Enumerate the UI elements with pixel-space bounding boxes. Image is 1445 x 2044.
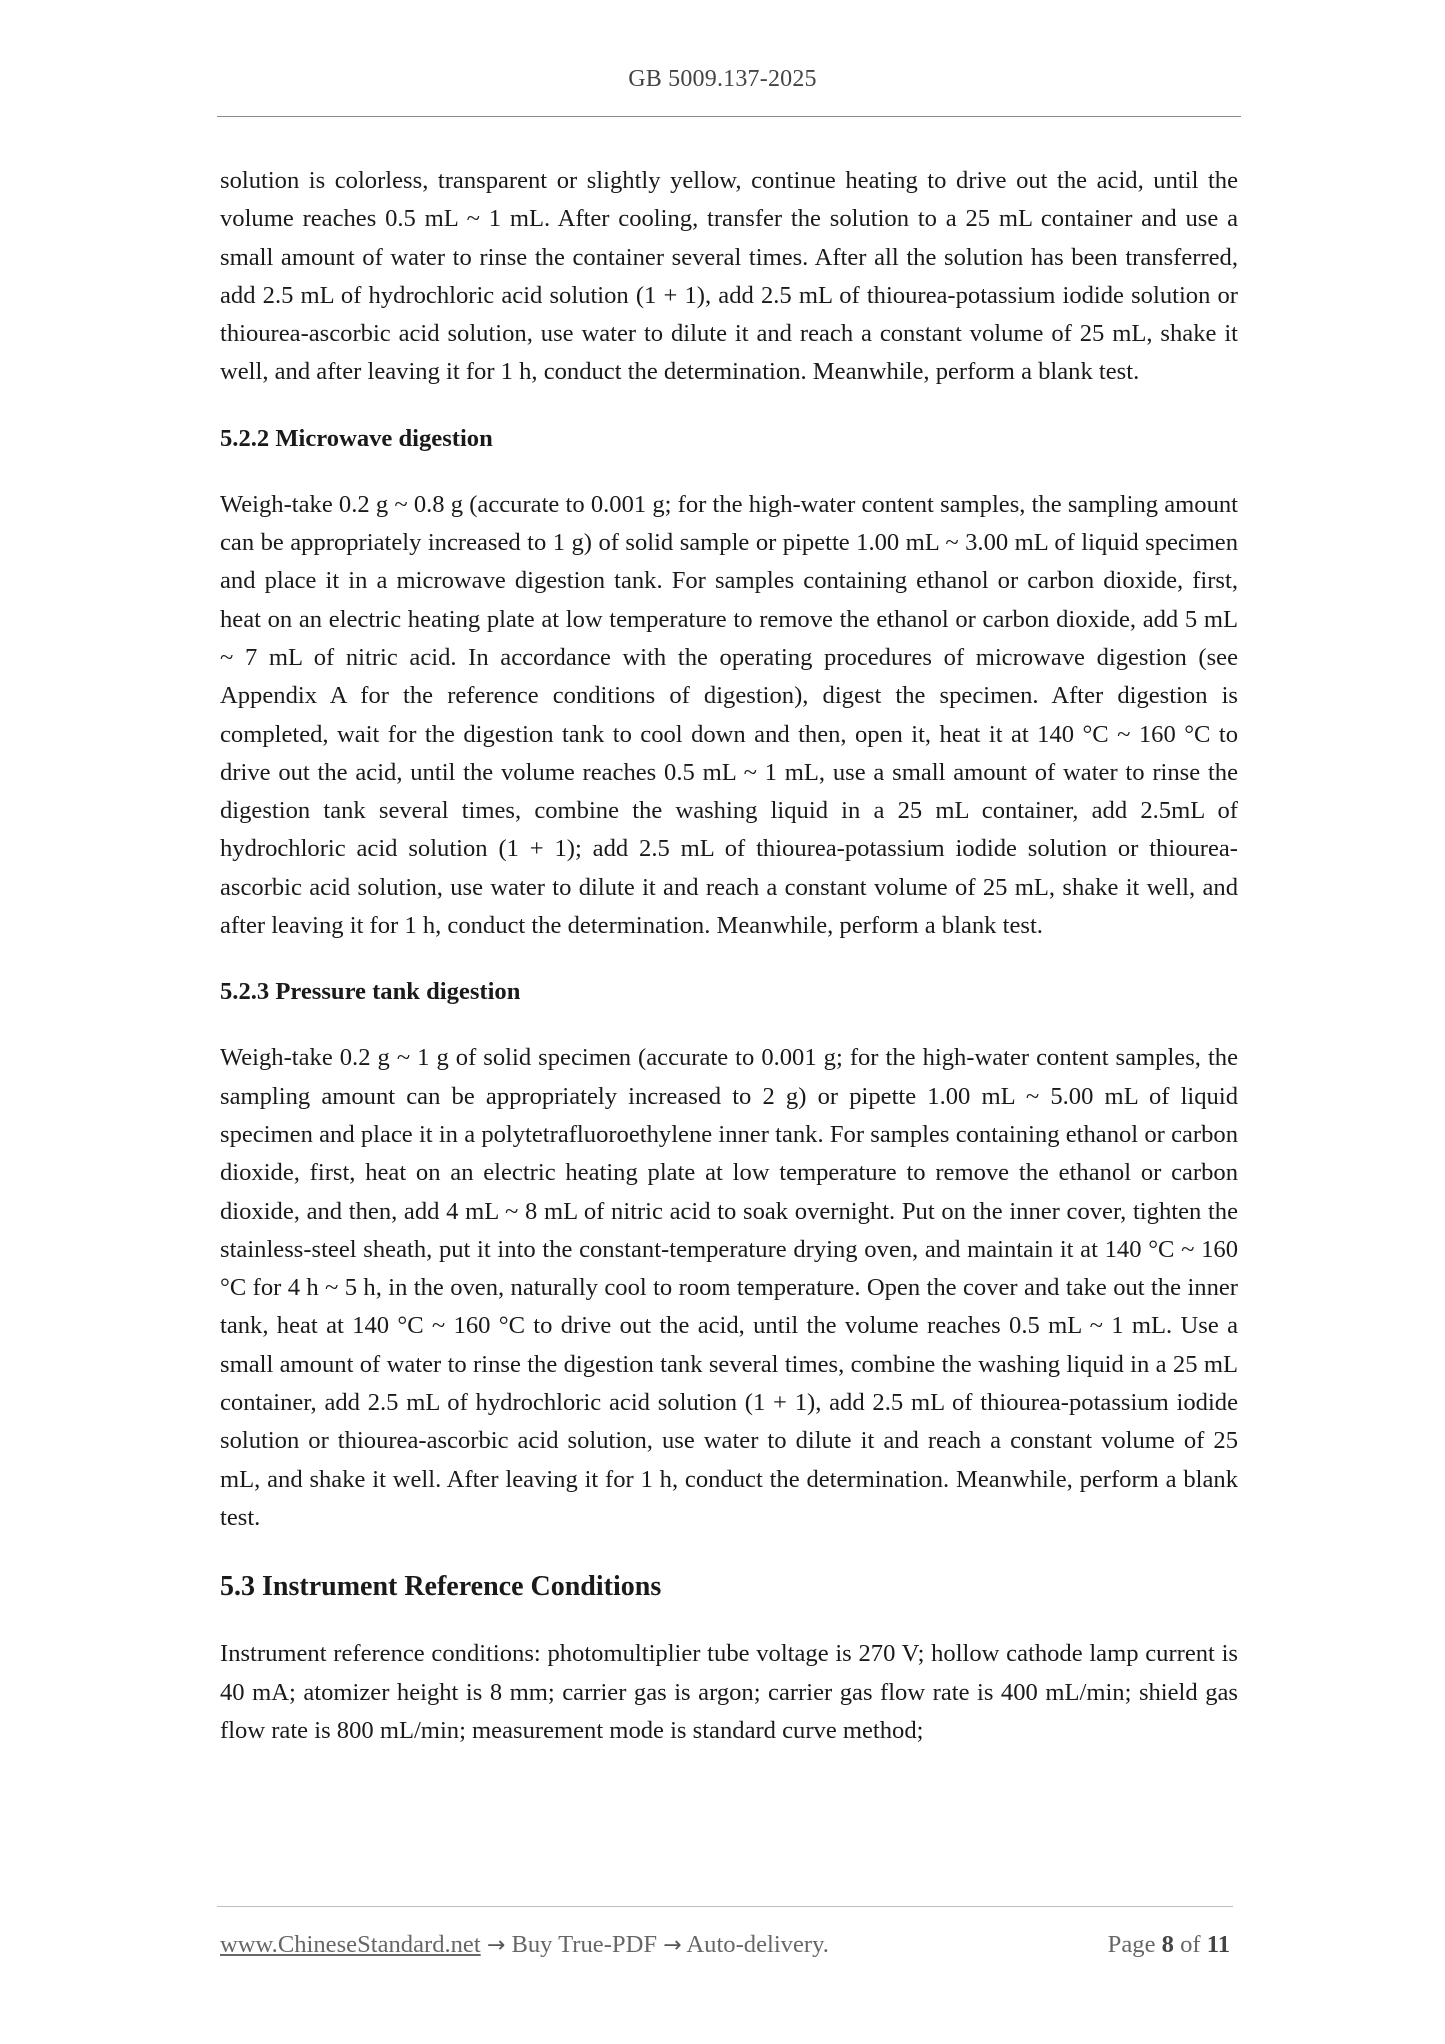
section-heading-pressure-tank-digestion: 5.2.3 Pressure tank digestion (220, 978, 521, 1006)
page-of-label: of (1180, 1931, 1201, 1958)
arrow-right-icon: → (663, 1933, 682, 1958)
page-current: 8 (1161, 1931, 1174, 1958)
footer-divider (217, 1906, 1233, 1907)
page-label: Page (1107, 1931, 1156, 1958)
buy-true-pdf-text: Buy True-PDF (511, 1931, 658, 1958)
site-link[interactable]: www.ChineseStandard.net (220, 1931, 481, 1958)
page-indicator (1108, 1928, 1230, 1962)
instrument-reference-conditions-paragraph: Instrument reference conditions: photomultiplier tube voltage is 270 V; hollow cathode lamp current is 40 mA; atomizer height is 8 mm; carrier gas is argon; carrier gas flow rate is 400 mL/min; shield gas flow rate is 800 mL/min; measurement mode is standard curve method; (220, 1640, 1238, 1744)
page-total: 11 (1206, 1931, 1230, 1958)
document-header: GB 5009.137-2025 (628, 66, 817, 92)
intro-paragraph: solution is colorless, transparent or slightly yellow, continue heating to drive out the acid, until the volume reaches 0.5 mL ~ 1 mL. After cooling, transfer the solution to a 25 mL container and use a small amount of water to rinse the container several times. After all the solution has been transferred, add 2.5 mL of hydrochloric acid solution (1 + 1), add 2.5 mL of thiourea-potassium iodide solution or thiourea-ascorbic acid solution, use water to dilute it and reach a constant volume of 25 mL, shake it well, and after leaving it for 1 h, conduct the determination. Meanwhile, perform a blank test. (220, 167, 1238, 386)
header-divider (217, 116, 1241, 117)
microwave-digestion-paragraph: Weigh-take 0.2 g ~ 0.8 g (accurate to 0.001 g; for the high-water content samples, the sampling amount can be appropriately increased to 1 g) of solid sample or pipette 1.00 mL ~ 3.00 mL of liquid specimen and place it in a microwave digestion tank. For samples containing ethanol or carbon dioxide, first, heat on an electric heating plate at low temperature to remove the ethanol or carbon dioxide, add 5 mL ~ 7 mL of nitric acid. In accordance with the operating procedures of microwave digestion (see Appendix A for the reference conditions of digestion), digest the specimen. After digestion is completed, wait for the digestion tank to cool down and then, open it, heat it at 140 °C ~ 160 °C to drive out the acid, until the volume reaches 0.5 mL ~ 1 mL, use a small amount of water to rinse the digestion tank several times, combine the washing liquid in a 25 mL container, add 2.5mL of hydrochloric acid solution (1 + 1); add 2.5 mL of thiourea-potassium iodide solution or thiourea-ascorbic acid solution, use water to dilute it and reach a constant volume of 25 mL, shake it well, and after leaving it for 1 h, conduct the determination. Meanwhile, perform a blank test. (220, 490, 1238, 940)
pressure-tank-digestion-paragraph: Weigh-take 0.2 g ~ 1 g of solid specimen (accurate to 0.001 g; for the high-water content samples, the sampling amount can be appropriately increased to 2 g) or pipette 1.00 mL ~ 5.00 mL of liquid specimen and place it in a polytetrafluoroethylene inner tank. For samples containing ethanol or carbon dioxide, first, heat on an electric heating plate at low temperature to remove the ethanol or carbon dioxide, and then, add 4 mL ~ 8 mL of nitric acid to soak overnight. Put on the inner cover, tighten the stainless-steel sheath, put it into the constant-temperature drying oven, and maintain it at 140 °C ~ 160 °C for 4 h ~ 5 h, in the oven, naturally cool to room temperature. Open the cover and take out the inner tank, heat at 140 °C ~ 160 °C to drive out the acid, until the volume reaches 0.5 mL ~ 1 mL. Use a small amount of water to rinse the digestion tank several times, combine the washing liquid in a 25 mL container, add 2.5 mL of hydrochloric acid solution (1 + 1), add 2.5 mL of thiourea-potassium iodide solution or thiourea-ascorbic acid solution, use water to dilute it and reach a constant volume of 25 mL, and shake it well. After leaving it for 1 h, conduct the determination. Meanwhile, perform a blank test. (220, 1044, 1238, 1531)
section-heading-instrument-reference-conditions: 5.3 Instrument Reference Conditions (220, 1571, 662, 1603)
arrow-right-icon: → (486, 1933, 506, 1958)
document-body (220, 162, 1238, 1750)
footer-promo (220, 1928, 829, 1963)
auto-delivery-text: Auto-delivery. (686, 1931, 829, 1958)
section-heading-microwave-digestion: 5.2.2 Microwave digestion (220, 424, 493, 452)
